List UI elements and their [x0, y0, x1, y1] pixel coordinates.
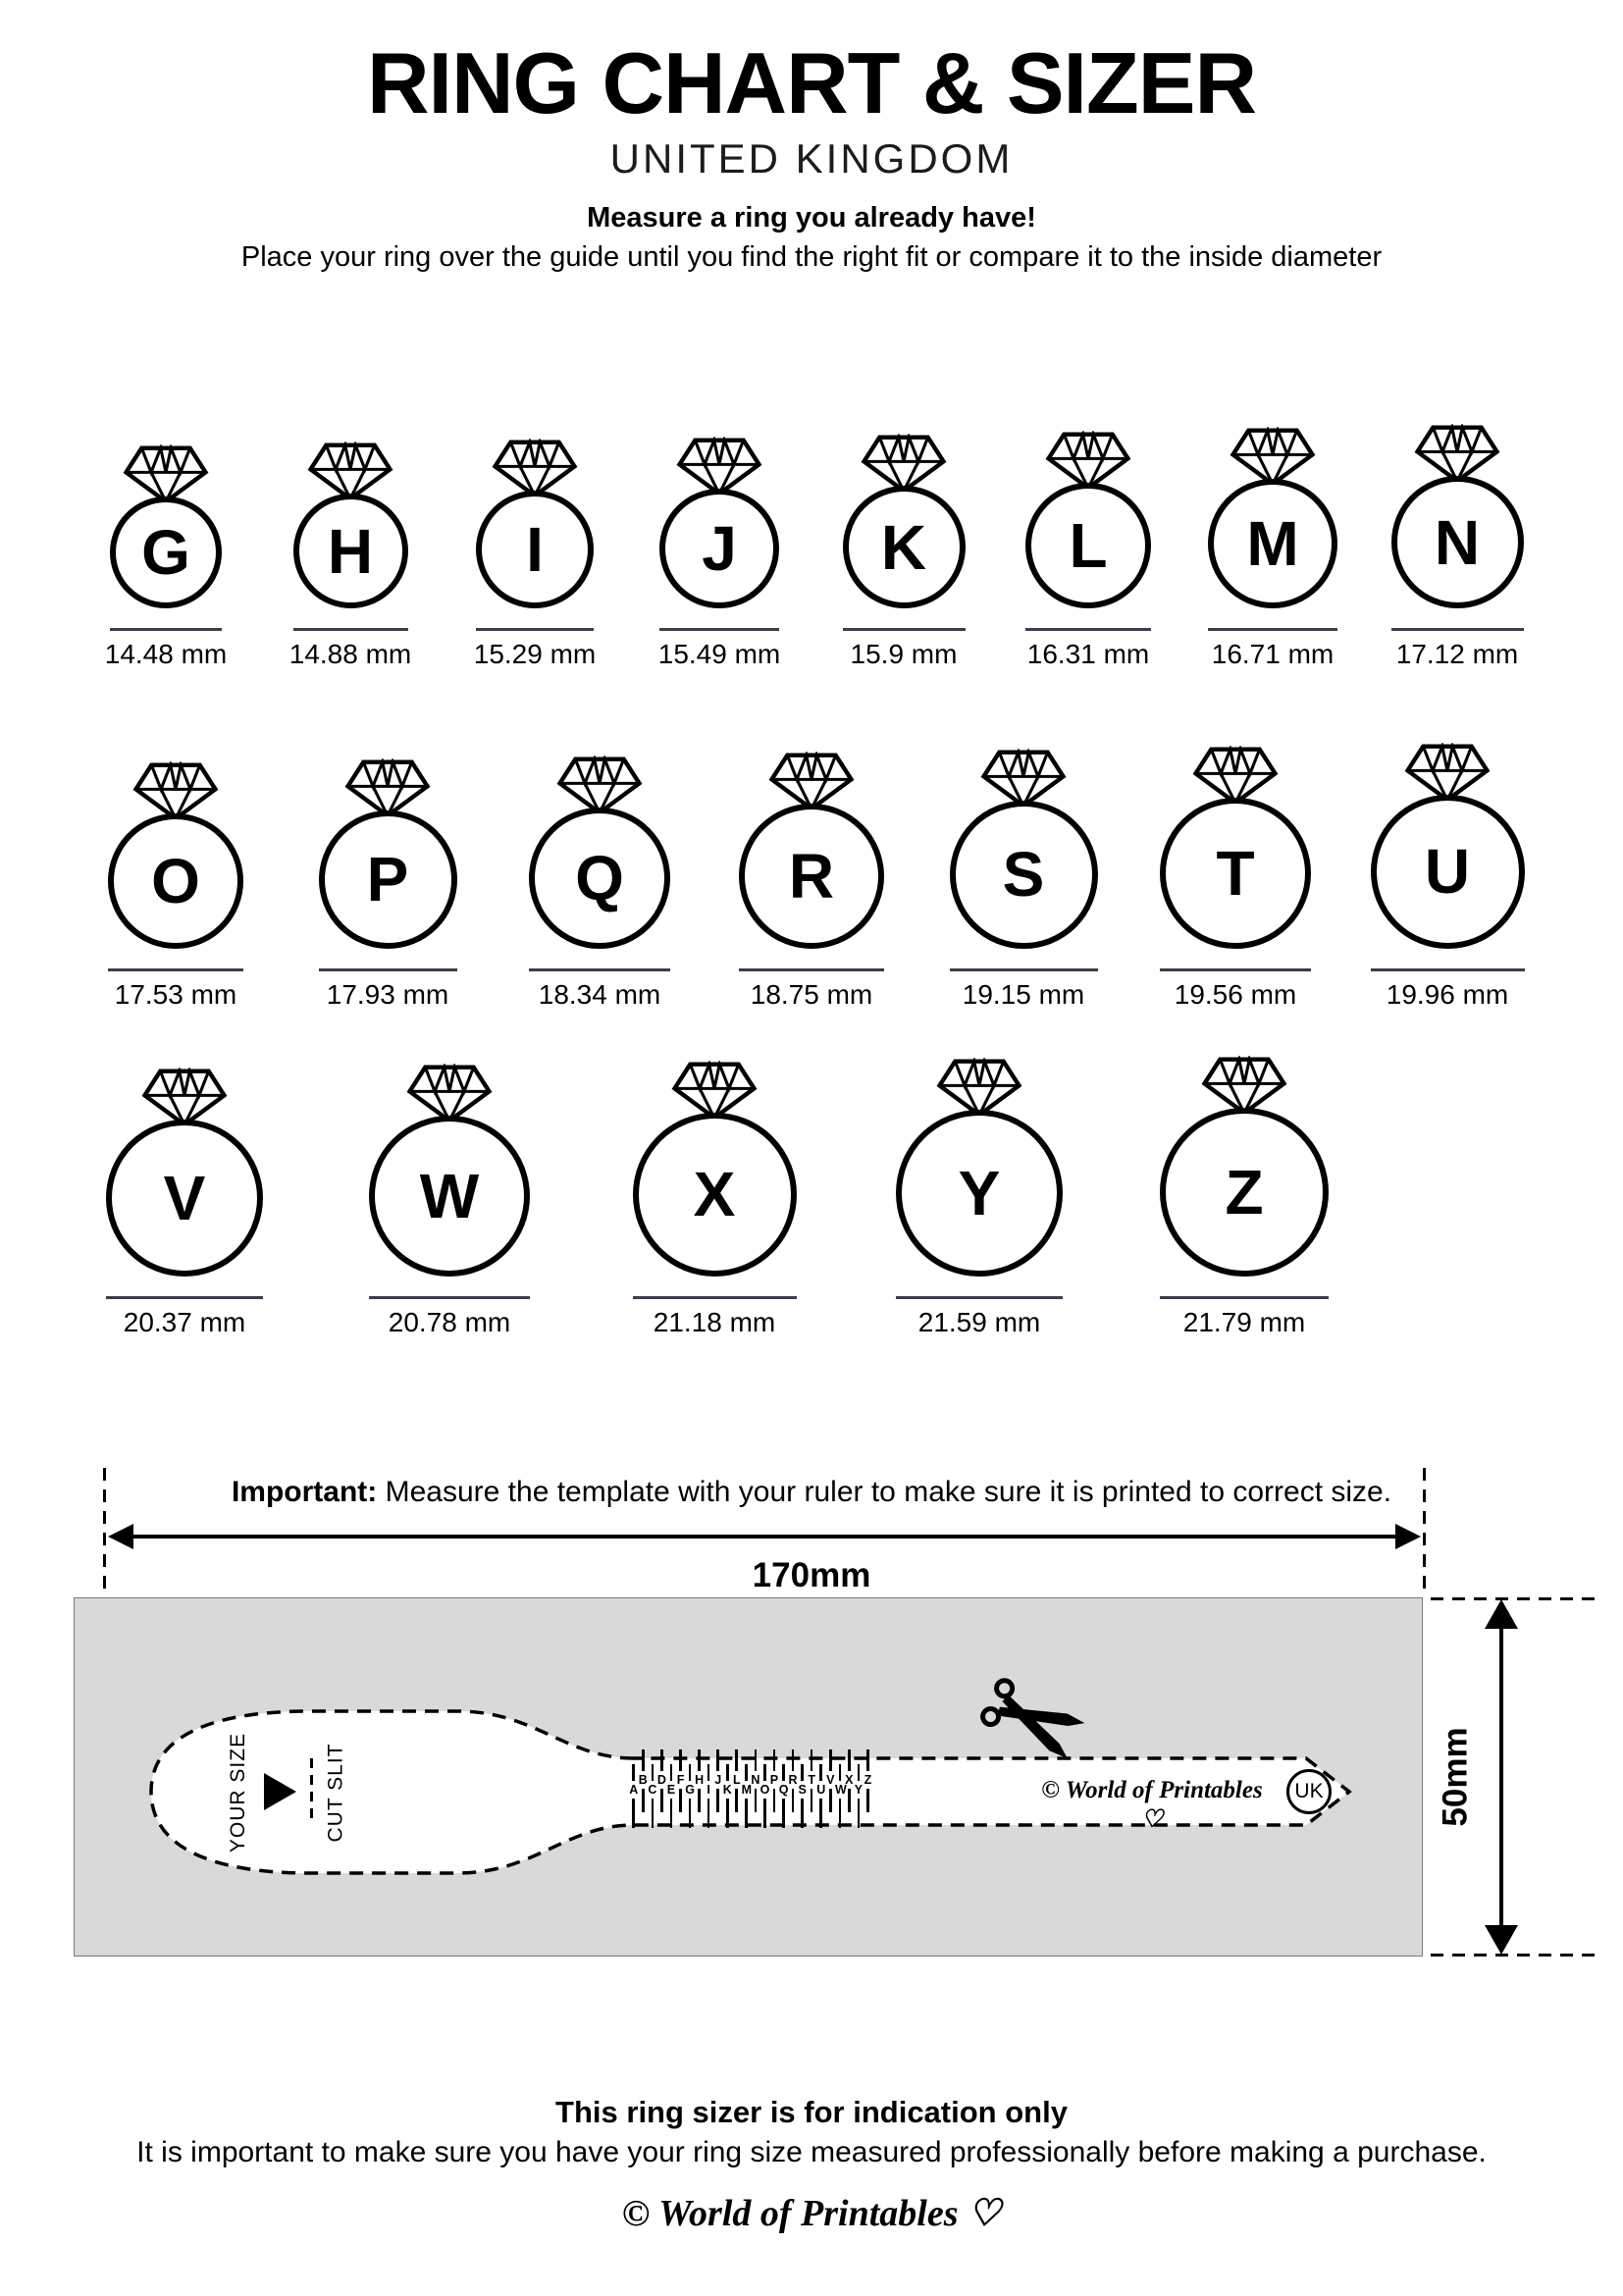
scale-tick: [670, 1764, 673, 1781]
ring-band: [659, 489, 779, 608]
width-dimension-arrow: [124, 1535, 1405, 1539]
ring-band: [843, 486, 966, 608]
ring-letter: M: [1246, 508, 1299, 580]
scale-tick: [652, 1764, 654, 1781]
scale-tick: [745, 1799, 748, 1828]
ring-band: [108, 813, 243, 949]
page-title: RING CHART & SIZER: [367, 34, 1256, 131]
important-body: Measure the template with your ruler to make sure it is printed to correct size.: [385, 1476, 1392, 1509]
arrow-down-icon: [1485, 1925, 1518, 1955]
scale-tick: [632, 1764, 635, 1781]
disclaimer-heading: This ring sizer is for indication only: [555, 2095, 1068, 2130]
scale-column: [676, 1744, 686, 1834]
ring-letter: Z: [1225, 1156, 1264, 1227]
height-dimension-label-box: [1425, 1597, 1488, 1957]
ring-letter: J: [702, 513, 737, 585]
print-check-section: [0, 1468, 1623, 1597]
ring-underline: [108, 968, 243, 971]
ring-size-label: 15.9 mm: [850, 639, 958, 670]
scale-column: [816, 1744, 826, 1834]
scale-tick: [670, 1799, 673, 1828]
scale-column: [760, 1744, 770, 1834]
ring-size-label: 19.56 mm: [1174, 978, 1297, 1010]
scale-tick: [679, 1789, 682, 1812]
ring-size-label: 17.93 mm: [326, 978, 449, 1010]
ring-underline: [293, 628, 408, 631]
ring-letter: H: [327, 515, 374, 587]
scale-column: [807, 1744, 816, 1834]
ring-size-label: 18.75 mm: [750, 978, 873, 1010]
ring-underline: [1025, 628, 1151, 631]
scale-column: [788, 1744, 798, 1834]
ring-size-cell: [996, 431, 1180, 670]
ring-size-label: 15.29 mm: [473, 639, 597, 670]
scale-tick: [773, 1749, 776, 1771]
arrow-right-icon: [1395, 1524, 1421, 1549]
instructions: [0, 198, 1623, 277]
ring-size-cell: [582, 1061, 847, 1338]
ring-size-label: 15.49 mm: [657, 639, 781, 670]
scale-letter: J: [714, 1773, 722, 1788]
scale-letter: U: [816, 1783, 826, 1798]
ring-letter: Q: [575, 842, 624, 913]
ring-size-label: 21.59 mm: [917, 1306, 1041, 1337]
ring-band: [293, 494, 408, 608]
ring-underline: [1371, 968, 1525, 971]
ring-letter: I: [526, 514, 544, 586]
scale-tick: [858, 1799, 861, 1828]
footer-brand-logo: © World of Printables ♡: [621, 2192, 1002, 2234]
ring-band: [1391, 476, 1524, 608]
ring-size-label: 20.37 mm: [123, 1306, 246, 1337]
ring-letter: U: [1424, 836, 1471, 908]
scale-letter: R: [788, 1773, 798, 1788]
ring-letter: K: [880, 511, 927, 583]
width-dimension-label: 170mm: [752, 1556, 871, 1595]
page-subtitle: UNITED KINGDOM: [609, 135, 1014, 182]
ring-letter: G: [141, 517, 190, 589]
arrow-left-icon: [108, 1524, 133, 1549]
scale-tick: [726, 1764, 729, 1781]
ring-size-label: 19.96 mm: [1386, 978, 1509, 1010]
ring-size-label: 14.48 mm: [104, 639, 228, 670]
ring-band: [529, 808, 670, 949]
disclaimer-body: It is important to make sure you have your ring size measured professionally before making a purchase.: [136, 2136, 1487, 2169]
ring-letter: T: [1216, 837, 1255, 909]
ring-size-label: 19.15 mm: [962, 978, 1085, 1010]
scale-column: [835, 1744, 845, 1834]
ring-underline: [1160, 968, 1311, 971]
instructions-body: Place your ring over the guide until you find the right fit or compare it to the inside diameter: [240, 241, 1383, 274]
ring-band: [476, 491, 594, 608]
ring-underline: [1391, 628, 1524, 631]
scale-tick: [839, 1799, 842, 1828]
ring-letter: L: [1069, 510, 1108, 582]
ring-size-label: 16.71 mm: [1211, 639, 1335, 670]
ring-size-cell: [258, 442, 443, 670]
ring-letter: N: [1434, 506, 1481, 578]
scale-letter: L: [732, 1773, 741, 1788]
scale-letter: D: [656, 1773, 666, 1788]
ring-size-label: 17.12 mm: [1395, 639, 1519, 670]
scale-column: [666, 1744, 676, 1834]
ring-band: [1160, 798, 1311, 949]
scale-tick: [726, 1799, 729, 1828]
scale-tick: [782, 1764, 785, 1781]
scale-letter: H: [695, 1773, 705, 1788]
scale-column: [713, 1744, 723, 1834]
scale-tick: [755, 1749, 758, 1771]
scale-tick: [773, 1789, 776, 1812]
ring-row-2: [0, 743, 1623, 1011]
scale-letter: W: [835, 1783, 847, 1798]
ring-size-cell: [917, 749, 1129, 1011]
important-note: [0, 1468, 1623, 1509]
scale-tick: [755, 1789, 758, 1812]
ring-size-label: 18.34 mm: [538, 978, 661, 1010]
scale-column: [648, 1744, 657, 1834]
scale-tick: [801, 1799, 804, 1828]
scale-tick: [735, 1789, 738, 1812]
scale-tick: [866, 1749, 869, 1771]
scale-tick: [698, 1789, 701, 1812]
scale-column: [798, 1744, 808, 1834]
scale-tick: [782, 1799, 785, 1828]
scale-letter: P: [769, 1773, 779, 1788]
ring-sizer-template: [0, 1597, 1623, 1957]
ring-letter: R: [788, 840, 835, 912]
ring-underline: [739, 968, 884, 971]
ring-size-cell: [847, 1058, 1112, 1338]
scale-letter: V: [826, 1773, 835, 1788]
scale-tick: [716, 1789, 719, 1812]
your-size-label: YOUR SIZE: [227, 1733, 250, 1853]
scale-letter: I: [707, 1783, 710, 1798]
ring-band: [1160, 1108, 1329, 1277]
ring-size-label: 16.31 mm: [1026, 639, 1150, 670]
scale-column: [864, 1744, 873, 1834]
ring-row-1: [0, 424, 1623, 670]
scale-tick: [660, 1789, 663, 1812]
ring-row-3: [0, 1056, 1623, 1338]
ring-size-label: 14.88 mm: [288, 639, 412, 670]
ring-letter: O: [151, 845, 200, 916]
ring-size-cell: [494, 756, 706, 1011]
scale-letter: G: [685, 1783, 696, 1798]
ring-underline: [896, 1296, 1063, 1299]
ring-size-cell: [70, 761, 282, 1011]
uk-badge: UK: [1286, 1769, 1332, 1814]
scale-letter: A: [629, 1783, 639, 1798]
ring-band: [633, 1113, 797, 1277]
pointer-triangle-icon: [264, 1773, 296, 1810]
ring-band: [369, 1116, 530, 1277]
ring-underline: [110, 628, 222, 631]
ring-underline: [106, 1296, 263, 1299]
scale-tick: [652, 1799, 654, 1828]
ring-underline: [950, 968, 1098, 971]
ring-size-label: 17.53 mm: [114, 978, 237, 1010]
scale-letter: N: [751, 1773, 760, 1788]
scale-tick: [642, 1789, 645, 1812]
scale-letter: F: [676, 1773, 685, 1788]
scale-letter: O: [759, 1783, 770, 1798]
scale-tick: [745, 1764, 748, 1781]
ring-size-cell: [282, 758, 494, 1011]
ring-size-cell: [1341, 743, 1553, 1011]
cut-slit-label: CUT SLIT: [324, 1743, 347, 1843]
scale-tick: [811, 1749, 813, 1771]
scale-tick: [848, 1789, 851, 1812]
ring-size-label: 21.79 mm: [1182, 1306, 1306, 1337]
ring-size-label: 21.18 mm: [653, 1306, 776, 1337]
ring-underline: [319, 968, 457, 971]
important-label: Important:: [231, 1476, 378, 1509]
scale-tick: [689, 1799, 692, 1828]
footer: [0, 2092, 1623, 2239]
ring-band: [110, 496, 222, 608]
ring-underline: [1160, 1296, 1329, 1299]
scale-column: [732, 1744, 742, 1834]
scale-letter: Z: [864, 1773, 872, 1788]
scale-tick: [707, 1764, 710, 1781]
scale-column: [639, 1744, 649, 1834]
ring-size-cell: [1180, 427, 1365, 670]
ring-underline: [529, 968, 670, 971]
scale-tick: [792, 1749, 795, 1771]
ring-letter: Y: [958, 1157, 1001, 1228]
scale-letter: T: [808, 1773, 815, 1788]
ring-band: [739, 804, 884, 949]
scale-tick: [707, 1799, 710, 1828]
ring-band: [1208, 479, 1337, 608]
cut-slit-line: [310, 1758, 313, 1825]
ring-size-cell: [812, 434, 996, 670]
scale-tick: [858, 1764, 861, 1781]
scale-tick: [632, 1799, 635, 1828]
ring-size-cell: [1129, 746, 1341, 1011]
scale-tick: [839, 1764, 842, 1781]
scale-tick: [811, 1789, 813, 1812]
scale-column: [695, 1744, 705, 1834]
ring-letter: P: [366, 844, 409, 915]
scale-column: [685, 1744, 695, 1834]
sizer-scale: [629, 1744, 872, 1834]
scale-column: [742, 1744, 752, 1834]
scale-column: [629, 1744, 639, 1834]
scale-tick: [689, 1764, 692, 1781]
ring-band: [950, 801, 1098, 949]
scale-tick: [866, 1789, 869, 1812]
scale-tick: [763, 1764, 766, 1781]
ring-size-cell: [74, 444, 258, 670]
scale-letter: E: [666, 1783, 676, 1798]
ring-chart: [0, 424, 1623, 1337]
ring-size-cell: [52, 1068, 317, 1338]
scale-tick: [829, 1789, 832, 1812]
scale-tick: [801, 1764, 804, 1781]
scale-column: [722, 1744, 732, 1834]
scale-tick: [642, 1749, 645, 1771]
scale-tick: [660, 1749, 663, 1771]
scale-column: [751, 1744, 760, 1834]
ring-size-label: 20.78 mm: [388, 1306, 511, 1337]
scale-letter: K: [722, 1783, 732, 1798]
ring-band: [1371, 795, 1525, 949]
ring-band: [106, 1120, 263, 1277]
scale-letter: B: [638, 1773, 648, 1788]
scale-tick: [679, 1749, 682, 1771]
scale-column: [825, 1744, 835, 1834]
scale-column: [854, 1744, 864, 1834]
scale-column: [779, 1744, 789, 1834]
brand-logo: © World of Printables ♡: [1041, 1777, 1263, 1834]
scale-letter: M: [741, 1783, 752, 1798]
scale-column: [769, 1744, 779, 1834]
ring-size-cell: [1365, 424, 1549, 670]
sizer-background: [74, 1597, 1423, 1957]
scale-tick: [735, 1749, 738, 1771]
scale-tick: [829, 1749, 832, 1771]
ring-band: [1025, 483, 1151, 608]
ring-size-cell: [706, 752, 917, 1011]
scale-tick: [792, 1789, 795, 1812]
ring-size-cell: [443, 439, 627, 670]
scale-tick: [819, 1799, 822, 1828]
instructions-heading: Measure a ring you already have!: [587, 202, 1036, 234]
scale-tick: [819, 1764, 822, 1781]
ring-band: [896, 1110, 1063, 1277]
scale-column: [657, 1744, 667, 1834]
scale-letter: Y: [854, 1783, 864, 1798]
ring-size-cell: [317, 1064, 582, 1338]
ring-underline: [1208, 628, 1337, 631]
ring-letter: S: [1002, 839, 1045, 911]
ring-underline: [476, 628, 594, 631]
ring-letter: W: [419, 1160, 480, 1231]
ring-letter: V: [163, 1162, 206, 1233]
scale-letter: Q: [778, 1783, 789, 1798]
ring-size-cell: [627, 437, 812, 670]
scale-tick: [848, 1749, 851, 1771]
scale-tick: [763, 1799, 766, 1828]
ring-underline: [659, 628, 779, 631]
ring-underline: [633, 1296, 797, 1299]
scale-column: [845, 1744, 855, 1834]
ring-letter: X: [693, 1159, 736, 1230]
arrow-up-icon: [1485, 1599, 1518, 1629]
height-dimension-label: 50mm: [1437, 1727, 1476, 1828]
scale-letter: X: [845, 1773, 854, 1788]
ring-underline: [843, 628, 966, 631]
ring-size-cell: [1112, 1056, 1377, 1338]
scale-letter: S: [798, 1783, 807, 1798]
scale-letter: C: [648, 1783, 657, 1798]
ring-band: [319, 810, 457, 949]
scale-tick: [716, 1749, 719, 1771]
ring-underline: [369, 1296, 530, 1299]
height-dimension-arrow: [1499, 1607, 1503, 1947]
scale-tick: [698, 1749, 701, 1771]
scale-column: [704, 1744, 713, 1834]
